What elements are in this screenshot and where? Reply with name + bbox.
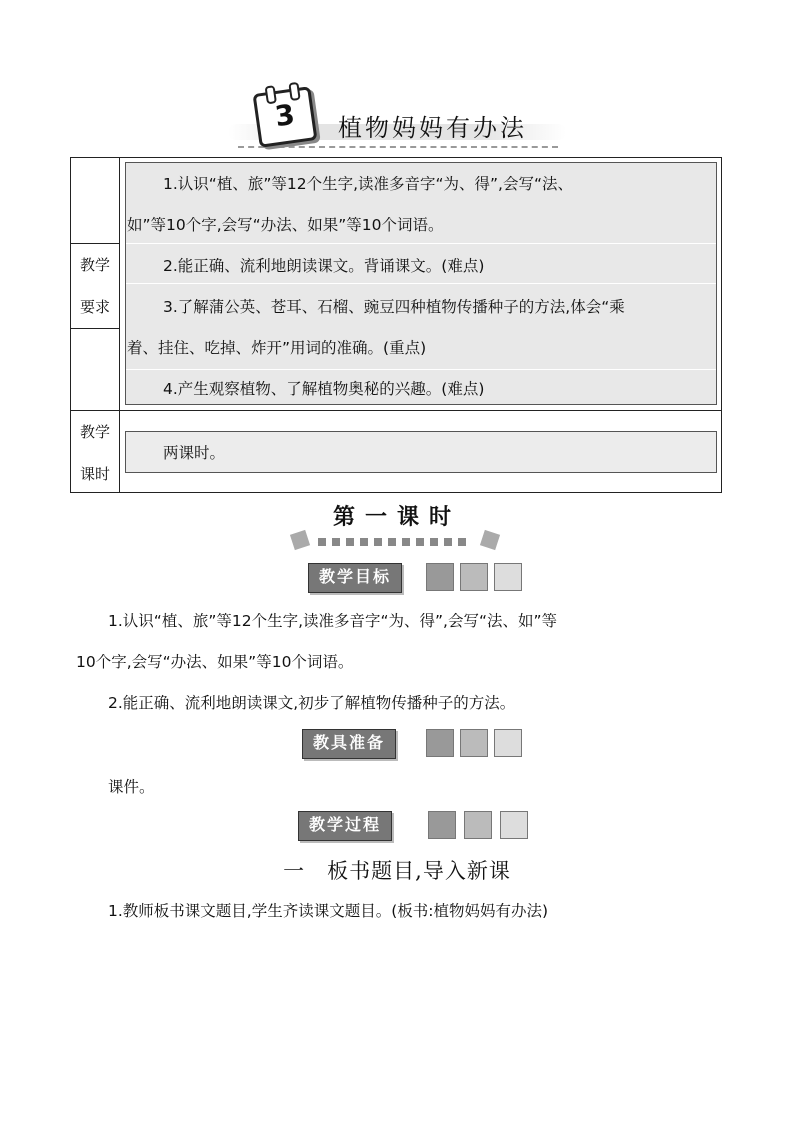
first-lesson-title: 第一课时 — [332, 505, 461, 530]
tools-tag-label: 教具准备 — [302, 729, 396, 759]
goal-1-line-2: 10个字,会写“办法、如果”等10个词语。 — [76, 653, 354, 671]
goal-2: 2.能正确、流利地朗读课文,初步了解植物传播种子的方法。 — [108, 694, 516, 712]
hours-label — [71, 410, 119, 495]
calendar-icon — [253, 86, 318, 148]
hours-value: 两课时。 — [163, 444, 226, 462]
banner-dashed-line — [238, 146, 558, 148]
goals-tag — [308, 563, 528, 593]
lesson-title: 植物妈妈有办法 — [338, 114, 527, 142]
objective-3-line-2: 着、挂住、吃掉、炸开”用词的准确。(重点) — [127, 339, 427, 357]
objective-1-line-2: 如”等10个字,会写“办法、如果”等10个词语。 — [127, 216, 444, 234]
lesson-title-decoration — [292, 530, 502, 550]
requirements-table — [70, 157, 722, 493]
tools-tag — [302, 729, 528, 759]
goal-1-line-1: 1.认识“植、旅”等12个生字,读准多音字“为、得”,会写“法、如”等 — [108, 612, 558, 630]
step-heading: 一 板书题目,导入新课 — [283, 859, 511, 883]
process-tag-label: 教学过程 — [298, 811, 392, 841]
requirements-label-line-1: 教学 — [79, 256, 110, 274]
objective-2: 2.能正确、流利地朗读课文。背诵课文。(难点) — [163, 257, 485, 275]
tools-text: 课件。 — [108, 778, 155, 796]
hours-label-line-1: 教学 — [79, 423, 110, 441]
requirements-label-line-2: 要求 — [79, 298, 110, 316]
requirements-label — [71, 243, 119, 329]
objective-1-line-1: 1.认识“植、旅”等12个生字,读准多音字“为、得”,会写“法、 — [163, 175, 574, 193]
objective-4: 4.产生观察植物、了解植物奥秘的兴趣。(难点) — [163, 380, 485, 398]
process-tag — [298, 811, 534, 841]
lesson-number: 3 — [272, 97, 297, 134]
step-1: 1.教师板书课文题目,学生齐读课文题目。(板书:植物妈妈有办法) — [108, 902, 549, 920]
objectives-box — [125, 162, 717, 405]
goals-tag-label: 教学目标 — [308, 563, 402, 593]
hours-label-line-2: 课时 — [79, 465, 110, 483]
lesson-banner — [228, 86, 568, 158]
objective-3-line-1: 3.了解蒲公英、苍耳、石榴、豌豆四种植物传播种子的方法,体会“乘 — [163, 298, 625, 316]
